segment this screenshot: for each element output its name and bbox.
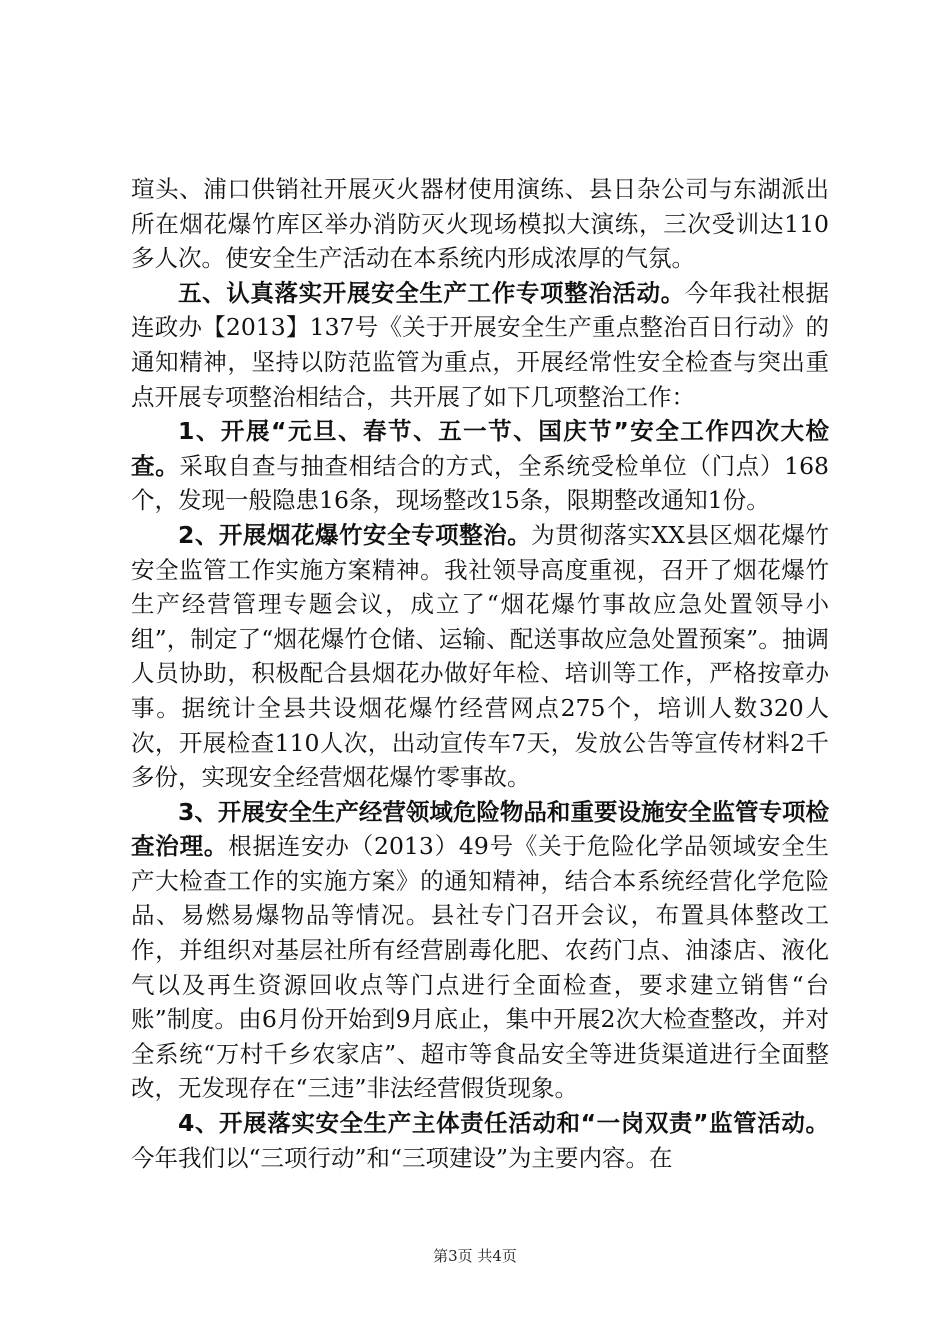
paragraph-text: 今年我社根据连政办【2013】137号《关于开展安全生产重点整治百日行动》的通知精神，坚持以防范监管为重点，开展经常性安全检查与突出重点开展专项整治相结合，共开展了如下几项整治工作： [131,278,830,411]
paragraph-item-3 [131,795,829,1106]
paragraph-heading: 1、开展“元旦、春节、五一节、国庆节”安全工作四次大检查。 [131,417,829,480]
paragraph-section-five [131,276,829,414]
page-number: 第3页 共4页 [433,1247,517,1265]
document-body [131,172,829,1175]
paragraph-heading: 五、认真落实开展安全生产工作专项整治活动。 [178,278,685,307]
paragraph-text: 采取自查与抽查相结合的方式，全系统受检单位（门点）168个，发现一般隐患16条，现场整改15条，限期整改通知1份。 [131,451,830,515]
page-footer [0,1245,950,1266]
paragraph-text: 为贯彻落实XX县区烟花爆竹安全监管工作实施方案精神。我社领导高度重视，召开了烟花爆竹生产经营管理专题会议，成立了“烟花爆竹事故应急处置领导小组”，制定了“烟花爆竹仓储、运输、配送事故应急处置预案”。抽调人员协助，积极配合县烟花办做好年检、培训等工作，严格按章办事。据统计全县共设烟花爆竹经营网点275个，培训人数320人次，开展检查110人次，出动宣传车7天，发放公告等宣传材料2千多份，实现安全经营烟花爆竹零事故。 [131,520,829,792]
paragraph-item-2 [131,518,829,795]
paragraph-heading: 2、开展烟花爆竹安全专项整治。 [178,520,532,549]
paragraph-text: 瑄头、浦口供销社开展灭火器材使用演练、县日杂公司与东湖派出所在烟花爆竹库区举办消防灭火现场模拟大演练，三次受训达110多人次。使安全生产活动在本系统内形成浓厚的气氛。 [131,175,829,273]
paragraph-heading: 4、开展落实安全生产主体责任活动和“一岗双责”监管活动。 [178,1109,829,1138]
paragraph-text: 今年我们以“三项行动”和“三项建设”为主要内容。在 [131,1143,673,1172]
paragraph-continuation [131,172,829,276]
paragraph-heading: 3、开展安全生产经营领域危险物品和重要设施安全监管专项检查治理。 [131,797,829,861]
paragraph-item-4 [131,1106,829,1175]
paragraph-item-1 [131,414,829,518]
paragraph-text: 根据连安办（2013）49号《关于危险化学品领域安全生产大检查工作的实施方案》的通知精神，结合本系统经营化学危险品、易燃易爆物品等情况。县社专门召开会议，布置具体整改工作，并组织对基层社所有经营剧毒化肥、农药门点、油漆店、液化气以及再生资源回收点等门点进行全面检查，要求建立销售“台账”制度。由6月份开始到9月底止，集中开展2次大检查整改，并对全系统“万村千乡农家店”、超市等食品安全等进货渠道进行全面整改，无发现存在“三违”非法经营假货现象。 [131,832,829,1103]
